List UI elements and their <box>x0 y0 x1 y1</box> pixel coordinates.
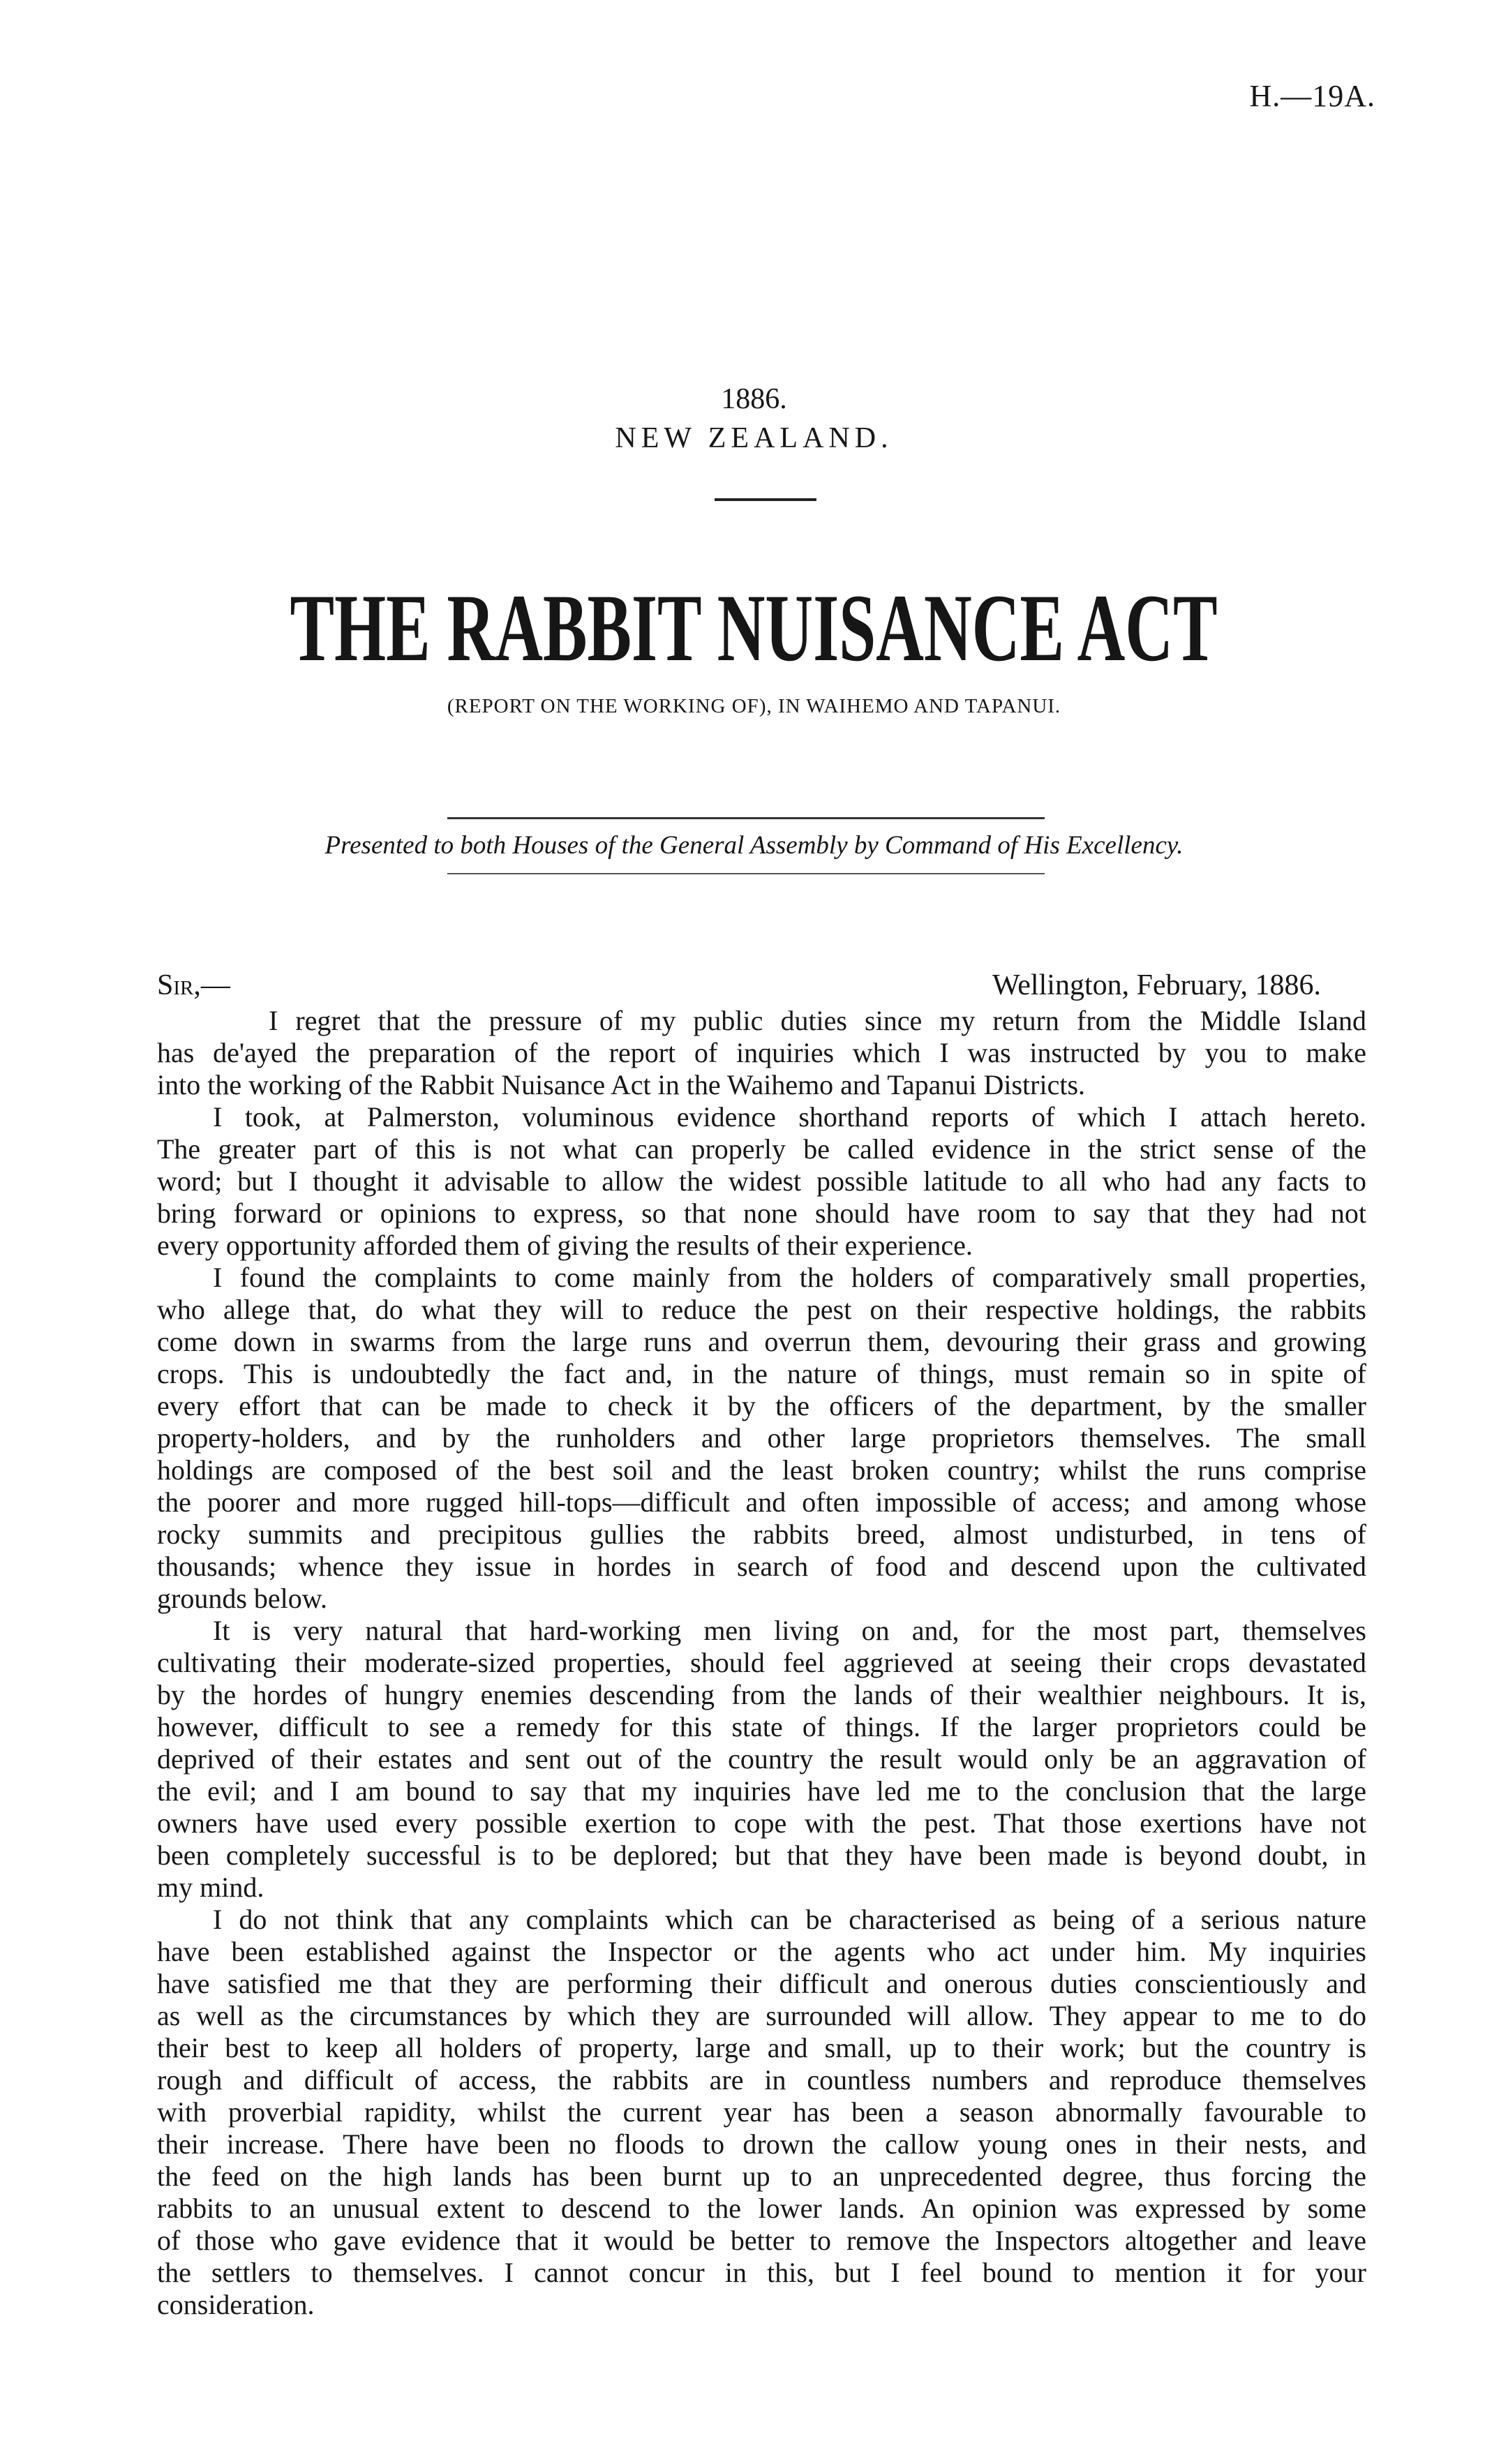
paragraph-line: holdings are composed of the best soil and the least broken country; whilst the runs comprise <box>157 1454 1366 1486</box>
paragraph-line: have been established against the Inspector or the agents who act under him. My inquiries <box>157 1936 1366 1967</box>
paragraph-line: I took, at Palmerston, voluminous evidence shorthand reports of which I attach hereto. <box>213 1101 1366 1133</box>
paragraph <box>157 1904 1366 2321</box>
paragraph-line: consideration. <box>157 2289 315 2320</box>
paragraph-line: I do not think that any complaints which can be characterised as being of a serious nature <box>213 1904 1366 1935</box>
paragraph-line: by the hordes of hungry enemies descending from the lands of their wealthier neighbours. It is, <box>157 1679 1366 1710</box>
document-title: THE RABBIT NUISANCE ACT <box>290 574 1218 681</box>
title-block <box>0 574 1508 681</box>
paragraph-line: I regret that the pressure of my public duties since my return from the Middle Island <box>269 1005 1366 1036</box>
paragraph-line: the poorer and more rugged hill-tops—difficult and often impossible of access; and among whose <box>157 1486 1366 1518</box>
paragraph-line: have satisfied me that they are performing their difficult and onerous duties conscientiously and <box>157 1968 1366 1999</box>
paragraph-line: cultivating their moderate-sized properties, should feel aggrieved at seeing their crops devastated <box>157 1647 1366 1678</box>
paragraph-line: been completely successful is to be deplored; but that they have been made is beyond doubt, in <box>157 1839 1366 1871</box>
divider-rule <box>715 498 816 501</box>
paragraph-line: rough and difficult of access, the rabbits are in countless numbers and reproduce themselves <box>157 2064 1366 2096</box>
paragraph-line: the feed on the high lands has been burnt up to an unprecedented degree, thus forcing the <box>157 2160 1366 2192</box>
paragraph-line: their best to keep all holders of property, large and small, up to their work; but the country is <box>157 2032 1366 2063</box>
document-subtitle: (REPORT ON THE WORKING OF), IN WAIHEMO AND TAPANUI. <box>447 695 1061 717</box>
document-country: NEW ZEALAND. <box>615 422 893 454</box>
paragraph-line: property-holders, and by the runholders and other large proprietors themselves. The small <box>157 1422 1366 1454</box>
paragraph <box>157 1101 1366 1262</box>
paragraph-line: however, difficult to see a remedy for this state of things. If the larger proprietors could be <box>157 1711 1366 1742</box>
divider-rule-top <box>447 817 1045 819</box>
paragraph-line: the settlers to themselves. I cannot concur in this, but I feel bound to mention it for your <box>157 2257 1366 2288</box>
letter-dateline: Wellington, February, 1886. <box>992 969 1321 1001</box>
paragraph-line: crops. This is undoubtedly the fact and, in the nature of things, must remain so in spite of <box>157 1358 1366 1389</box>
paragraph-line: It is very natural that hard-working men living on and, for the most part, themselves <box>213 1615 1366 1646</box>
paragraph-line: rabbits to an unusual extent to descend to the lower lands. An opinion was expressed by some <box>157 2193 1366 2224</box>
paragraph-line: every effort that can be made to check it by the officers of the department, by the smaller <box>157 1390 1366 1421</box>
paragraph-line: every opportunity afforded them of giving the results of their experience. <box>157 1230 973 1261</box>
paragraph-line: deprived of their estates and sent out of the country the result would only be an aggravation of <box>157 1743 1366 1775</box>
paragraph-line: owners have used every possible exertion to cope with the pest. That those exertions have not <box>157 1807 1366 1839</box>
paragraph-line: grounds below. <box>157 1583 328 1614</box>
paragraph-line: as well as the circumstances by which they are surrounded will allow. They appear to me to do <box>157 2000 1366 2031</box>
paragraph-line: word; but I thought it advisable to allow the widest possible latitude to all who had any facts to <box>157 1165 1366 1197</box>
paragraph-line: into the working of the Rabbit Nuisance Act in the Waihemo and Tapanui Districts. <box>157 1069 1086 1100</box>
paragraph-line: with proverbial rapidity, whilst the current year has been a season abnormally favourable to <box>157 2096 1366 2128</box>
paragraph <box>157 1262 1366 1615</box>
paragraph-line: the evil; and I am bound to say that my inquiries have led me to the conclusion that the large <box>157 1775 1366 1807</box>
paragraph-line: my mind. <box>157 1872 264 1903</box>
letter-salutation: Sir,— <box>157 969 230 1001</box>
paragraph-line: come down in swarms from the large runs and overrun them, devouring their grass and growing <box>157 1326 1366 1357</box>
paragraph-line: I found the complaints to come mainly from the holders of comparatively small properties, <box>213 1262 1366 1293</box>
paragraph-line: their increase. There have been no floods to drown the callow young ones in their nests, and <box>157 2128 1366 2160</box>
presented-line: Presented to both Houses of the General Assembly by Command of His Excellency. <box>324 831 1184 860</box>
paragraph-line: rocky summits and precipitous gullies the rabbits breed, almost undisturbed, in tens of <box>157 1518 1366 1550</box>
paragraph <box>157 1005 1366 1101</box>
divider-rule-bottom <box>447 873 1045 874</box>
paragraph-line: thousands; whence they issue in hordes in search of food and descend upon the cultivated <box>157 1551 1366 1582</box>
paragraph-line: of those who gave evidence that it would be better to remove the Inspectors altogether and leave <box>157 2225 1366 2256</box>
letter-body <box>157 1005 1366 2321</box>
paragraph <box>157 1615 1366 1904</box>
paragraph-line: has de'ayed the preparation of the report of inquiries which I was instructed by you to make <box>157 1037 1366 1068</box>
document-reference: H.—19A. <box>1249 79 1375 113</box>
paragraph-line: The greater part of this is not what can properly be called evidence in the strict sense of the <box>157 1133 1366 1165</box>
paragraph-line: who allege that, do what they will to reduce the pest on their respective holdings, the rabbits <box>157 1294 1366 1325</box>
paragraph-line: bring forward or opinions to express, so that none should have room to say that they had not <box>157 1197 1366 1229</box>
document-year: 1886. <box>721 383 787 415</box>
